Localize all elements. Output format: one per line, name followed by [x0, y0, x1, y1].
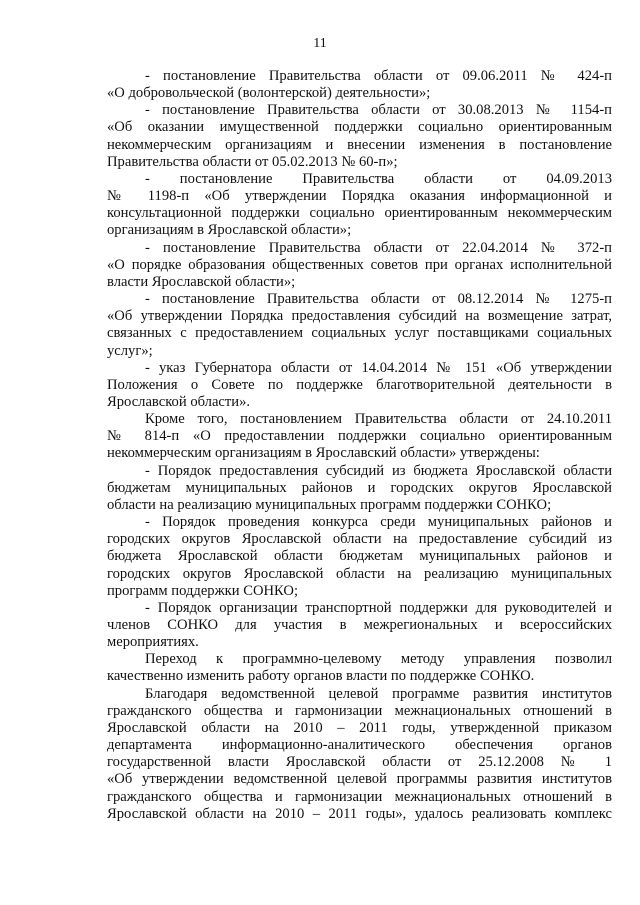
text-line: - постановление Правительства области от 04.09.2013 [145, 170, 612, 187]
paragraph [107, 411, 612, 462]
text-line: членов СОНКО для участия в межрегиональных и всероссийских [107, 617, 612, 633]
text-line: - постановление Правительства области от 22.04.2014 № 372-п [145, 239, 612, 256]
text-line: - Порядок организации транспортной поддержки для руководителей и [145, 599, 612, 616]
text-line: некоммерческим организациям и внесении изменения в постановление [107, 136, 612, 153]
text-line: Положения о Совете по поддержке благотворительной деятельности в [107, 376, 612, 393]
text-line: - указ Губернатора области от 14.04.2014 № 151 «Об утверждении [145, 359, 612, 376]
text-line: - Порядок предоставления субсидий из бюджета Ярославской области [145, 462, 612, 479]
text-line: Кроме того, постановлением Правительства области от 24.10.2011 [145, 411, 612, 428]
text-line: «Об утверждении ведомственной целевой программы развития институтов [107, 771, 612, 788]
text-line: - постановление Правительства области от 09.06.2011 № 424-п [145, 68, 612, 84]
text-line: гражданского общества и гармонизации межнациональных отношений в [107, 788, 612, 805]
text-line: мероприятиях. [107, 634, 199, 651]
paragraph [107, 360, 612, 411]
text-line: некоммерческим организациям в Ярославский области» утверждены: [107, 445, 540, 462]
paragraph [107, 600, 612, 651]
text-line: № 1198-п «Об утверждении Порядка оказания информационной и [107, 188, 612, 205]
text-line: городских округов Ярославской области на предоставление субсидий из [107, 531, 612, 548]
text-line: бюджетам муниципальных районов и городских округов Ярославской [107, 479, 612, 496]
text-line: власти Ярославской области»; [107, 273, 296, 290]
text-line: «О добровольческой (волонтерской) деятельности»; [107, 85, 431, 102]
paragraph [107, 463, 612, 514]
text-line: - Порядок проведения конкурса среди муниципальных районов и [145, 514, 612, 531]
text-line: - постановление Правительства области от 08.12.2014 № 1275-п [145, 291, 612, 308]
text-line: Ярославской области на 2010 – 2011 годы, утвержденной приказом [107, 719, 612, 736]
paragraph [107, 651, 612, 685]
text-line: «О порядке образования общественных советов при органах исполнительной [107, 256, 612, 273]
paragraph [107, 68, 612, 102]
text-line: «Об утверждении Порядка предоставления субсидий на возмещение затрат, [107, 308, 612, 325]
text-line: № 814-п «О предоставлении поддержки социально ориентированным [107, 428, 612, 445]
text-line: Переход к программно-целевому методу управления позволил [145, 651, 612, 668]
text-line: области на реализацию муниципальных программ поддержки СОНКО; [107, 496, 552, 513]
page-number: 11 [313, 36, 327, 51]
text-line: качественно изменить работу органов власти по поддержке СОНКО. [107, 668, 535, 685]
text-line: связанных с предоставлением социальных услуг поставщиками социальных [107, 325, 612, 342]
paragraph [107, 291, 612, 360]
text-line: Правительства области от 05.02.2013 № 60-п»; [107, 153, 398, 170]
document-body [107, 68, 612, 823]
text-line: Благодаря ведомственной целевой программе развития институтов [145, 685, 612, 702]
paragraph [107, 171, 612, 240]
text-line: городских округов Ярославской области на реализацию муниципальных [107, 565, 612, 582]
paragraph [107, 102, 612, 171]
text-line: гражданского общества и гармонизации межнациональных отношений в [107, 702, 612, 719]
text-line: организациям в Ярославской области»; [107, 222, 352, 239]
text-line: услуг»; [107, 342, 153, 359]
text-line: бюджета Ярославской области бюджетам муниципальных районов и [107, 548, 612, 565]
text-line: программ поддержки СОНКО; [107, 582, 299, 599]
paragraph [107, 514, 612, 600]
text-line: Ярославской области». [107, 393, 251, 410]
text-line: - постановление Правительства области от 30.08.2013 № 1154-п [145, 102, 612, 119]
text-line: департамента информационно-аналитического обеспечения органов [107, 737, 612, 754]
paragraph [107, 686, 612, 823]
text-line: «Об оказании имущественной поддержки социально ориентированным [107, 119, 612, 136]
paragraph [107, 240, 612, 291]
text-line: Ярославской области на 2010 – 2011 годы», удалось реализовать комплекс [107, 805, 612, 822]
text-line: консультационной поддержки социально ориентированным некоммерческим [107, 205, 612, 222]
text-line: государственной власти Ярославской области от 25.12.2008 № 1 [107, 754, 612, 771]
